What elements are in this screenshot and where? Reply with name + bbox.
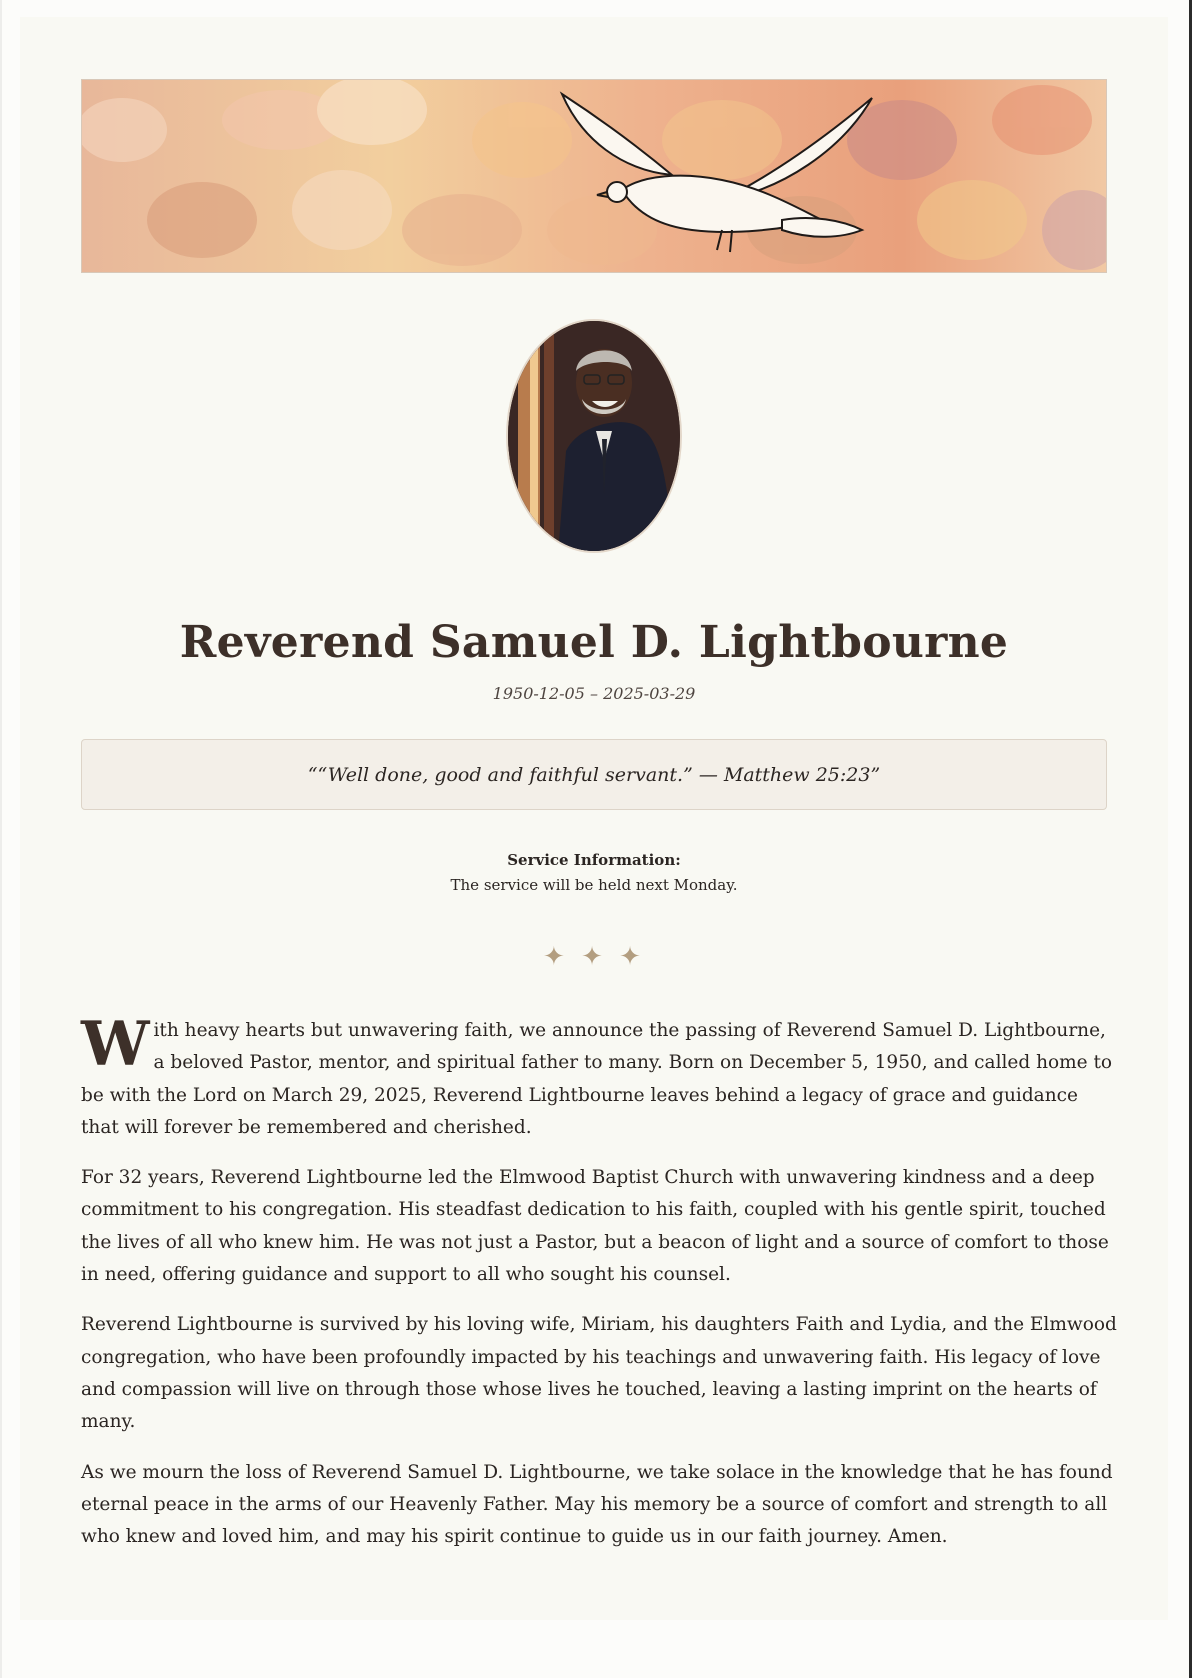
ornament-divider-icon: ✦ ✦ ✦ (543, 942, 645, 972)
dove-icon (82, 80, 1107, 273)
scripture-quote-box (81, 739, 1107, 810)
obituary-paragraph: For 32 years, Reverend Lightbourne led the Elmwood Baptist Church with unwavering kindness and a deep commitment to his congregation. His steadfast dedication to his faith, coupled with his gentle spirit, touched the lives of all who knew him. He was not just a Pastor, but a beacon of light and a source of comfort to those in need, offering guidance and support to all who sought his counsel. (81, 1167, 1109, 1286)
drop-cap: W (81, 1009, 150, 1080)
obituary-page (20, 17, 1168, 1620)
deceased-name: Reverend Samuel D. Lightbourne (179, 617, 1009, 668)
scripture-quote: ““Well done, good and faithful servant.” — Matthew 25:23” (307, 763, 881, 786)
obituary-paragraph (81, 1009, 1117, 1144)
service-info-text: The service will be held next Monday. (450, 876, 738, 894)
portrait-icon (508, 321, 682, 553)
page-edge-left (0, 0, 2, 1678)
life-dates: 1950-12-05 – 2025-03-29 (492, 684, 696, 703)
obituary-paragraph: Reverend Lightbourne is survived by his loving wife, Miriam, his daughters Faith and Lydia, and the Elmwood congregation, who have been profoundly impacted by his teachings and unwavering faith. His legacy of love and compassion will live on through those whose lives he touched, leaving a lasting imprint on the hearts of many. (81, 1314, 1117, 1433)
service-info-label: Service Information: (507, 851, 681, 869)
obituary-body (81, 1009, 1117, 1571)
portrait-photo (506, 319, 682, 553)
dove-banner-image (81, 79, 1107, 273)
paragraph-text: ith heavy hearts but unwavering faith, we announce the passing of Reverend Samuel D. Lightbourne, a beloved Pastor, mentor, and spiritual father to many. Born on December 5, 1950, and called home to be with the Lord on March 29, 2025, Reverend Lightbourne leaves behind a legacy of grace and guidance that will forever be remembered and cherished. (81, 1020, 1113, 1138)
obituary-paragraph: As we mourn the loss of Reverend Samuel D. Lightbourne, we take solace in the knowledge that he has found eternal peace in the arms of our Heavenly Father. May his memory be a source of comfort and strength to all who knew and loved him, and may his spirit continue to guide us in our faith journey. Amen. (81, 1461, 1113, 1548)
